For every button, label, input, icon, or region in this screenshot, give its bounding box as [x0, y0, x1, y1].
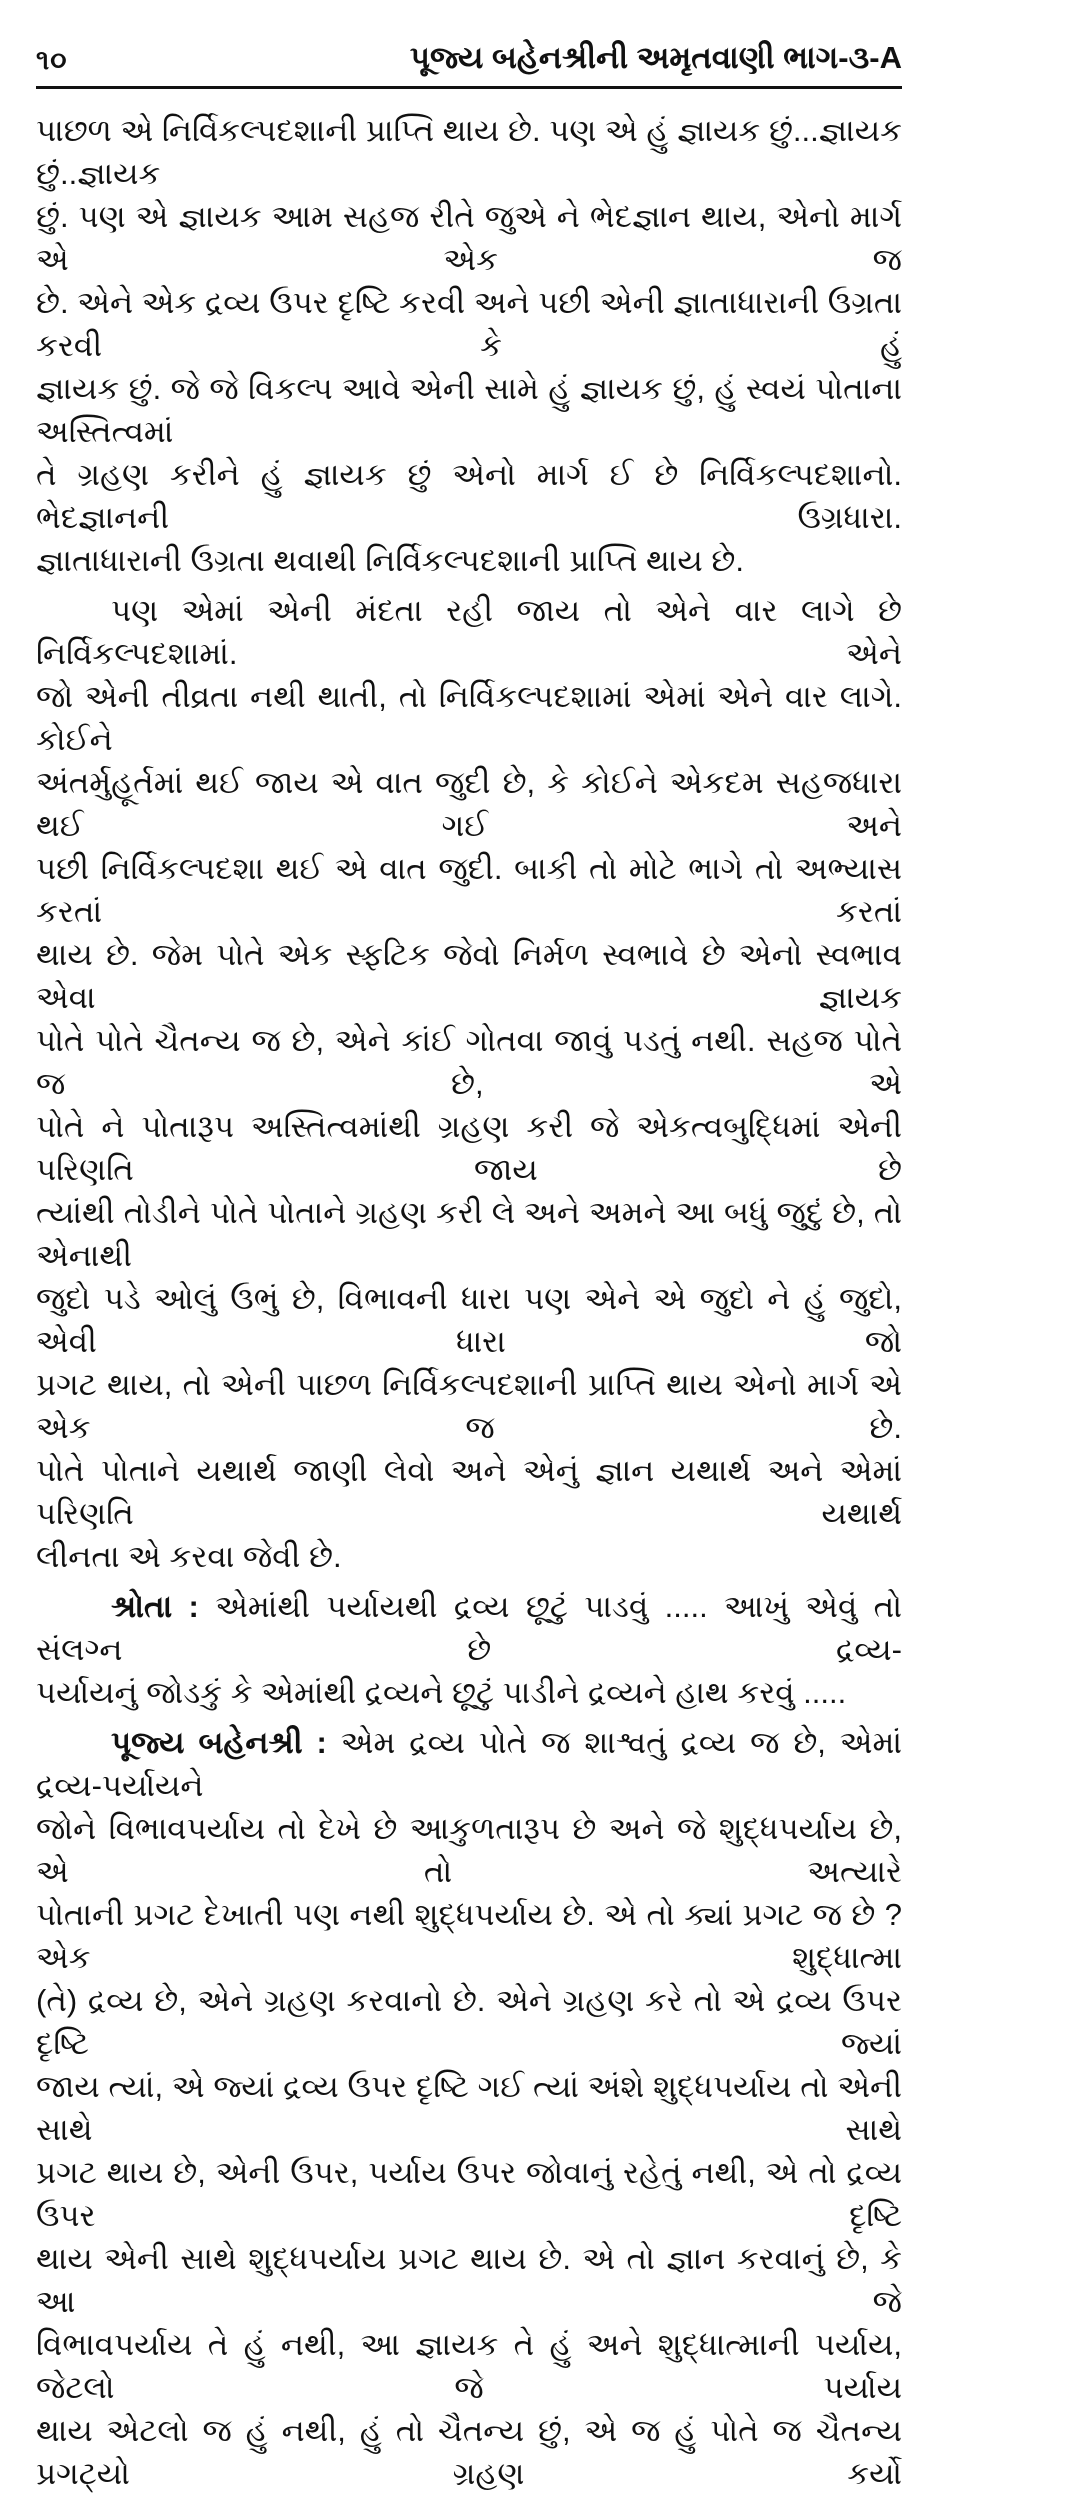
text-line: જો એની તીવ્રતા નથી થાતી, તો નિર્વિકલ્પદશામાં એમાં એને વાર લાગે. કોઈને	[36, 679, 902, 757]
text-line: જાય ત્યાં, એ જ્યાં દ્રવ્ય ઉપર દૃષ્ટિ ગઈ ત્યાં અંશે શુદ્ધપર્યાય તો એની સાથે સાથે	[36, 2069, 902, 2147]
text-line: પાછળ એ નિર્વિકલ્પદશાની પ્રાપ્તિ થાય છે. પણ એ હું જ્ઞાયક છું...જ્ઞાયક છું..જ્ઞાયક	[36, 113, 902, 191]
text-line: પોતે પોતાને યથાર્થ જાણી લેવો અને એનું જ્ઞાન યથાર્થ અને એમાં પરિણતિ યથાર્થ	[36, 1453, 902, 1531]
paragraph	[36, 109, 902, 582]
speaker-label: પૂજ્ય બહેનશ્રી :	[111, 1725, 341, 1760]
text-line: જોને વિભાવપર્યાય તો દેખે છે આકુળતારૂપ છે અને જે શુદ્ધપર્યાય છે, એ તો અત્યારે	[36, 1811, 902, 1889]
text-line: તે ગ્રહણ કરીને હું જ્ઞાયક છું એનો માર્ગ ઈ છે નિર્વિકલ્પદશાનો. ભેદજ્ઞાનની ઉગ્રધારા.	[36, 457, 902, 535]
paragraph	[36, 1721, 902, 2495]
page-title: પૂજ્ય બહેનશ્રીની અમૃતવાણી ભાગ-૩-A	[409, 40, 902, 75]
text-line: છું. પણ એ જ્ઞાયક આમ સહજ રીતે જુએ ને ભેદજ્ઞાન થાય, એનો માર્ગ એ એક જ	[36, 199, 902, 277]
text-line: પૂજ્ય બહેનશ્રી : એમ દ્રવ્ય પોતે જ શાશ્વતું દ્રવ્ય જ છે, એમાં દ્રવ્ય-પર્યાયને	[36, 1725, 902, 1803]
page-body	[36, 109, 902, 2495]
text-line: લીનતા એ કરવા જેવી છે.	[36, 1539, 342, 1574]
text-line: પ્રગટ થાય છે, એની ઉપર, પર્યાય ઉપર જોવાનું રહેતું નથી, એ તો દ્રવ્ય ઉપર દૃષ્ટિ	[36, 2155, 902, 2233]
text-line: શ્રોતા : એમાંથી પર્યાયથી દ્રવ્ય છૂટું પાડવું ..... આખું એવું તો સંલગ્ન છે દ્રવ્ય-	[36, 1589, 902, 1667]
speaker-label: શ્રોતા :	[111, 1589, 216, 1624]
page-content	[36, 40, 902, 2502]
text-line: પોતે પોતે ચૈતન્ય જ છે, એને કાંઈ ગોતવા જાવું પડતું નથી. સહજ પોતે જ છે, એ	[36, 1023, 902, 1101]
text-line: ત્યાંથી તોડીને પોતે પોતાને ગ્રહણ કરી લે અને અમને આ બધું જુદું છે, તો એનાથી	[36, 1195, 902, 1273]
page-header	[36, 40, 902, 89]
paragraph	[36, 589, 902, 1578]
paragraph	[36, 1585, 902, 1714]
text-line: થાય એની સાથે શુદ્ધપર્યાય પ્રગટ થાય છે. એ તો જ્ઞાન કરવાનું છે, કે આ જે	[36, 2241, 902, 2319]
text-line: પોતાની પ્રગટ દેખાતી પણ નથી શુદ્ધપર્યાય છે. એ તો ક્યાં પ્રગટ જ છે ? એક શુદ્ધાત્મા	[36, 1897, 902, 1975]
text-line: પોતે ને પોતારૂપ અસ્તિત્વમાંથી ગ્રહણ કરી જે એકત્વબુદ્ધિમાં એની પરિણતિ જાય છે	[36, 1109, 902, 1187]
text-line: થાય છે. જેમ પોતે એક સ્ફટિક જેવો નિર્મળ સ્વભાવે છે એનો સ્વભાવ એવા જ્ઞાયક	[36, 937, 902, 1015]
text-line: પર્યાયનું જોડકું કે એમાંથી દ્રવ્યને છૂટું પાડીને દ્રવ્યને હાથ કરવું .....	[36, 1675, 847, 1710]
page-number: ૧૦	[36, 45, 68, 75]
text-line: પછી નિર્વિકલ્પદશા થઈ એ વાત જુદી. બાકી તો મોટે ભાગે તો અભ્યાસ કરતાં કરતાં	[36, 851, 902, 929]
text-line: પણ એમાં એની મંદતા રહી જાય તો એને વાર લાગે છે નિર્વિકલ્પદશામાં. એને	[36, 593, 902, 671]
text-line: (તે) દ્રવ્ય છે, એને ગ્રહણ કરવાનો છે. એને ગ્રહણ કરે તો એ દ્રવ્ય ઉપર દૃષ્ટિ જ્યાં	[36, 1983, 902, 2061]
text-line: જ્ઞાતાધારાની ઉગ્રતા થવાથી નિર્વિકલ્પદશાની પ્રાપ્તિ થાય છે.	[36, 543, 744, 578]
text-line: વિભાવપર્યાય તે હું નથી, આ જ્ઞાયક તે હું અને શુદ્ધાત્માની પર્યાય, જેટલો જે પર્યાય	[36, 2327, 902, 2405]
text-line: પ્રગટ થાય, તો એની પાછળ નિર્વિકલ્પદશાની પ્રાપ્તિ થાય એનો માર્ગ એ એક જ છે.	[36, 1367, 902, 1445]
text-line: થાય એટલો જ હું નથી, હું તો ચૈતન્ય છું, એ જ હું પોતે જ ચૈતન્ય પ્રગટ્યો ગ્રહણ કર્યો	[36, 2413, 902, 2491]
text-line: જ્ઞાયક છું. જે જે વિકલ્પ આવે એની સામે હું જ્ઞાયક છું, હું સ્વયં પોતાના અસ્તિત્વમાં	[36, 371, 902, 449]
text-line: છે. એને એક દ્રવ્ય ઉપર દૃષ્ટિ કરવી અને પછી એની જ્ઞાતાધારાની ઉગ્રતા કરવી કે હું	[36, 285, 902, 363]
text-line: અંતર્મુહૂર્તમાં થઈ જાય એ વાત જુદી છે, કે કોઈને એકદમ સહજધારા થઈ ગઈ અને	[36, 765, 902, 843]
text-line: જુદો પડે ઓલું ઉભું છે, વિભાવની ધારા પણ એને એ જુદો ને હું જુદો, એવી ધારા જો	[36, 1281, 902, 1359]
